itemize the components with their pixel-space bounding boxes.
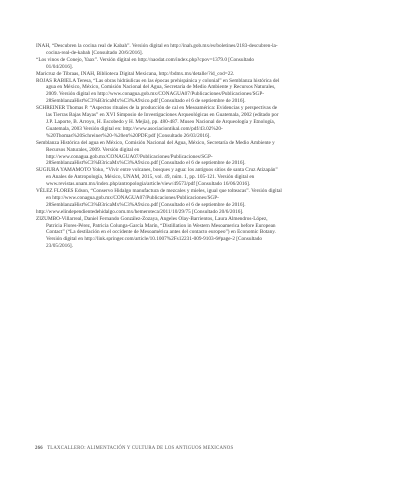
reference-entry: SCHREINER Thomas P. “Aspectos rituales de la producción de cal en Mesoamérica: Evidencias y perspectivas de las Tierras Bajas Mayas” en XVI Simposio de Investigaciones Arqueológicas en Guatemala, 2002 (editado por J.P. Laporte, B. Arroyo, H. Escobedo y H. Mejía), pp. 480-487. Museo Nacional de Arqueología y Etnología, Guatemala, 2003 Versión digital en: http://www.asociaciontikal.com/pdf/43.02%20-%20Thomas%20Schreiner%20-%20en%20PDF.pdf [Consultado 26/03/2016]. (36, 105, 279, 139)
reference-entry: SUGIURA YAMAMOTO Yoko, “Vivir entre volcanes, bosques y agua: los antiguos sitios de santa Cruz Atizapán” en Anales de Antropología, México, UNAM, 2015, vol. 49, núm. 1, pp. 105-121. Versión digital en www.revistas.unam.mx/index.php/antropologia/article/view/49573/pdf [Consultado 16/06/2016]. (36, 167, 278, 188)
reference-entry: “Los vinos de Conejo, Yaax”. Versión digital en http://naodat.com/index.php?cpov=1379.0 [Consultado 01/04/2016]. (36, 56, 254, 70)
reference-entry: http://www.elindependientedehidalgo.com.mx/hemeroteca/2011/10/29/75 [Consultado 20/6/2016]. (36, 208, 244, 215)
page-number: 266 (35, 446, 43, 451)
page-footer (35, 446, 233, 451)
running-head: TLAXCALLERO: ALIMENTACIÓN Y CULTURA DE LOS ANTIGUOS MEXICANOS (47, 446, 234, 451)
reference-entry: VÉLEZ FLORES Edson, “Conservo Hidalgo manufactura de mezcales y mieles, igual que tolteacas”. Versión digital en http://www.conagua.gob.mx/CONAGUA07/Publicaciones/Publicaciones/SGP-28SemblanzaHist%C3%B3ricaMx%C3%A9xico.pdf [Consultado el 6 de septiembre de 2016]. (36, 188, 282, 208)
reference-entry: ROJAS RABIELA Teresa, “Las obras hidráulicas en las épocas prehispánica y colonial” en Semblanza histórica del agua en México, México, Comisión Nacional del Agua, Secretaría de Medio Ambiente y Recursos Naturales, 2009. Versión digital en http://www.conagua.gob.mx/CONAGUA07/Publicaciones/Publicaciones/SGP-28SemblanzaHist%C3%B3ricaMx%C3%A9xico.pdf [Consultado el 6 de septiembre de 2016]. (36, 77, 280, 105)
reference-entry: ZIZUMBO-Villarreal, Daniel Fernando González-Zozaya, Angeles Olay-Barrientos, Laura Almendros-López, Patricia Flores-Pérez, Patricia Colunga-García Marín, “Distillation in Western Mesoamerica before European Contact” (“La destilación en el occidente de Mesoamérica antes del contacto europeo”) en Economic Botany. Versión digital en http://link.springer.com/article/10.1007%2Fs12231-009-9103-6#page-2 [Consultado 23/05/2016]. (36, 215, 276, 250)
reference-entry: Semblanza Histórica del agua en México, Comisión Nacional del Agua, México, Secretaría de Medio Ambiente y Recursos Naturales, 2009. Versión digital en http://www.conagua.gob.mx/CONAGUA07/Publicaciones/Publicaciones/SGP-28SemblanzaHist%C3%B3ricaMx%C3%A9xico.pdf [Consultado el 6 de septiembre de 2016]. (36, 139, 275, 167)
reference-list (36, 43, 282, 250)
reference-entry: INAH, “Descubren la cocina real de Kabah”. Versión digital en http://inah.gob.mx/es/boletines/2183-descubren-la-cocina-real-de-kabah [Consultado 20/6/2016]. (36, 43, 278, 56)
reference-entry: Maricruz de Tibraas, INAH, Biblioteca Digital Mexicana, http://bdmx.mx/detalle/?id_cod=22. (36, 70, 235, 77)
